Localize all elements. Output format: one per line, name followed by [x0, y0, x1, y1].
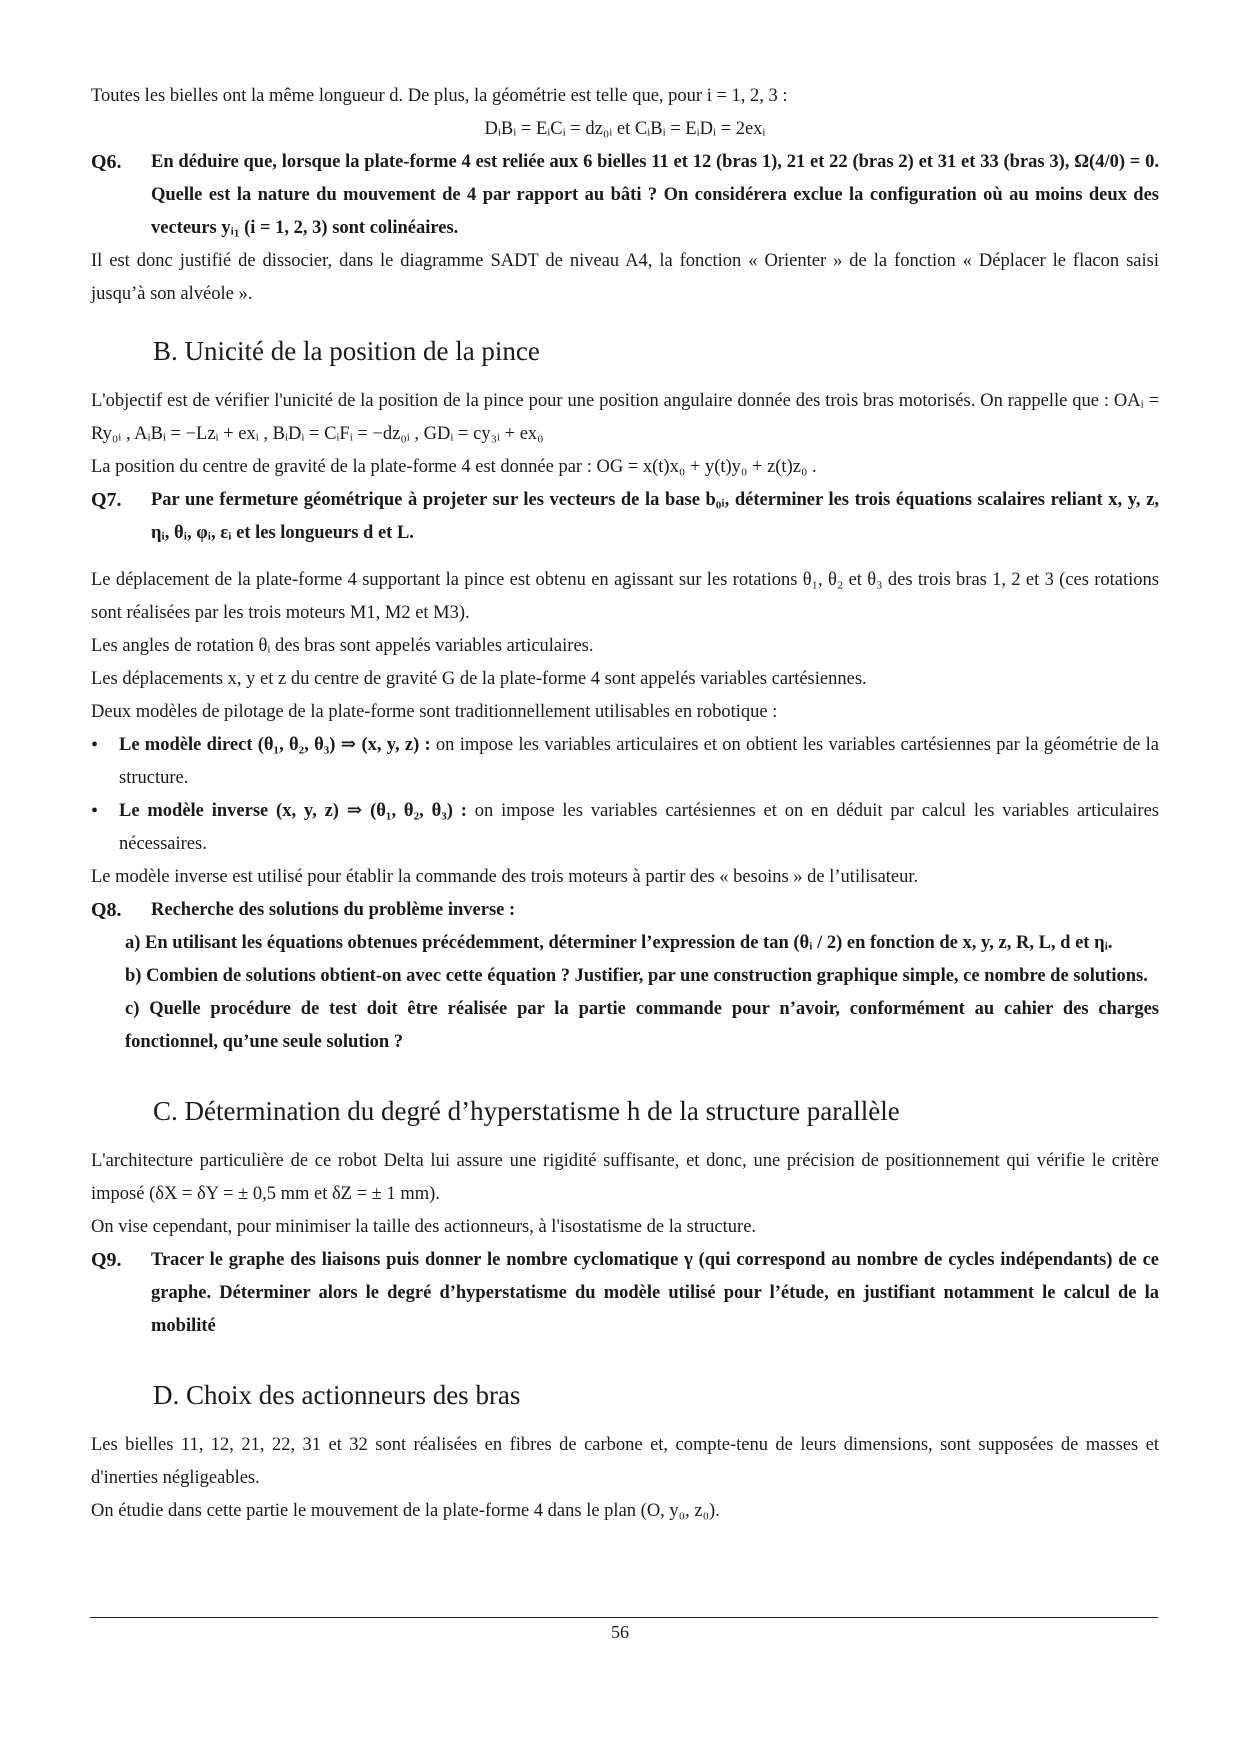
- bullet-text: on impose les variables articulaires et on obtient les variables cartésiennes par la géométrie de la structure.: [119, 735, 1159, 788]
- paragraph-objectif: L'objectif est de vérifier l'unicité de la position de la pince pour une position angulaire donnée des trois bras motorisés. On rappelle que : OAᵢ = Ry₀ᵢ , AᵢBᵢ = −Lzᵢ + exᵢ , BᵢDᵢ = CᵢFᵢ = −dz₀ᵢ , GDᵢ = cy₃ᵢ + ex₀: [91, 391, 1159, 444]
- question-q6: [91, 146, 1159, 245]
- question-text: Recherche des solutions du problème inverse :: [151, 900, 516, 920]
- question-number: Q9.: [91, 1249, 122, 1271]
- paragraph-inverse: Le modèle inverse est utilisé pour établir la commande des trois moteurs à partir des « besoins » de l’utilisateur.: [91, 867, 919, 887]
- section-heading-b: B. Unicité de la position de la pince: [153, 336, 540, 366]
- paragraph-centre-gravite: La position du centre de gravité de la plate-forme 4 est donnée par : OG = x(t)x₀ + y(t)y₀ + z(t)z₀ .: [91, 457, 817, 477]
- question-q8-c: c) Quelle procédure de test doit être réalisée par la partie commande pour n’avoir, conformément au cahier des charges fonctionnel, qu’une seule solution ?: [125, 999, 1159, 1052]
- question-q7: [91, 484, 1159, 550]
- paragraph-angles: Les angles de rotation θᵢ des bras sont appelés variables articulaires.: [91, 636, 594, 656]
- section-heading-d: D. Choix des actionneurs des bras: [153, 1380, 521, 1410]
- list-item: [91, 795, 1159, 861]
- intro-paragraph: Toutes les bielles ont la même longueur d. De plus, la géométrie est telle que, pour i = 1, 2, 3 :: [91, 86, 788, 106]
- document-page: [91, 80, 1159, 1528]
- question-text: Par une fermeture géométrique à projeter sur les vecteurs de la base b₀ᵢ, déterminer les trois équations scalaires reliant x, y, z, ηᵢ, θᵢ, φᵢ, εᵢ et les longueurs d et L.: [151, 490, 1159, 543]
- paragraph-cartesiennes: Les déplacements x, y et z du centre de gravité G de la plate-forme 4 sont appelés variables cartésiennes.: [91, 669, 867, 689]
- footer-rule: [90, 1617, 1158, 1618]
- question-number: Q7.: [91, 489, 122, 511]
- bullet-label: Le modèle inverse (x, y, z) ⇒ (θ₁, θ₂, θ₃) :: [119, 801, 467, 821]
- question-number: Q6.: [91, 151, 122, 173]
- question-text: Tracer le graphe des liaisons puis donner le nombre cyclomatique γ (qui correspond au nombre de cycles indépendants) de ce graphe. Déterminer alors le degré d’hyperstatisme du modèle utilisé pour l’étude, en justifiant notamment le calcul de la mobilité: [151, 1250, 1159, 1336]
- equation-bielles: DᵢBᵢ = EᵢCᵢ = dz₀ᵢ et CᵢBᵢ = EᵢDᵢ = 2exᵢ: [484, 119, 766, 139]
- paragraph-plan: On étudie dans cette partie le mouvement de la plate-forme 4 dans le plan (O, y₀, z₀).: [91, 1501, 720, 1521]
- section-heading-c: C. Détermination du degré d’hyperstatisme h de la structure parallèle: [153, 1096, 900, 1126]
- question-text: En déduire que, lorsque la plate-forme 4 est reliée aux 6 bielles 11 et 12 (bras 1), 21 et 22 (bras 2) et 31 et 33 (bras 3), Ω(4/0) = 0. Quelle est la nature du mouvement de 4 par rapport au bâti ? On considérera exclue la configuration où au moins deux des vecteurs yᵢ₁ (i = 1, 2, 3) sont colinéaires.: [151, 152, 1159, 238]
- list-item: [91, 729, 1159, 795]
- bullet-label: Le modèle direct (θ₁, θ₂, θ₃) ⇒ (x, y, z) :: [119, 735, 431, 755]
- question-number: Q8.: [91, 899, 122, 921]
- bullet-list: [91, 729, 1159, 861]
- paragraph-modeles: Deux modèles de pilotage de la plate-forme sont traditionnellement utilisables en robotique :: [91, 702, 778, 722]
- question-q9: [91, 1244, 1159, 1343]
- page-number: 56: [611, 1622, 629, 1642]
- paragraph-isostatisme: On vise cependant, pour minimiser la taille des actionneurs, à l'isostatisme de la structure.: [91, 1217, 757, 1237]
- paragraph-bielles: Les bielles 11, 12, 21, 22, 31 et 32 sont réalisées en fibres de carbone et, compte-tenu de leurs dimensions, sont supposées de masses et d'inerties négligeables.: [91, 1435, 1159, 1488]
- question-q8-b: b) Combien de solutions obtient-on avec cette équation ? Justifier, par une construction graphique simple, ce nombre de solutions.: [125, 966, 1148, 986]
- question-q8: [91, 894, 1159, 927]
- bullet-text: on impose les variables cartésiennes et on en déduit par calcul les variables articulaires nécessaires.: [119, 801, 1159, 854]
- question-q8-a: a) En utilisant les équations obtenues précédemment, déterminer l’expression de tan (θᵢ / 2) en fonction de x, y, z, R, L, d et ηᵢ.: [125, 933, 1113, 953]
- paragraph-sadt: Il est donc justifié de dissocier, dans le diagramme SADT de niveau A4, la fonction « Orienter » de la fonction « Déplacer le flacon saisi jusqu’à son alvéole ».: [91, 251, 1159, 304]
- paragraph-deplacement: Le déplacement de la plate-forme 4 supportant la pince est obtenu en agissant sur les rotations θ₁, θ₂ et θ₃ des trois bras 1, 2 et 3 (ces rotations sont réalisées par les trois moteurs M1, M2 et M3).: [91, 570, 1159, 623]
- paragraph-architecture: L'architecture particulière de ce robot Delta lui assure une rigidité suffisante, et donc, une précision de positionnement qui vérifie le critère imposé (δX = δY = ± 0,5 mm et δZ = ± 1 mm).: [91, 1151, 1159, 1204]
